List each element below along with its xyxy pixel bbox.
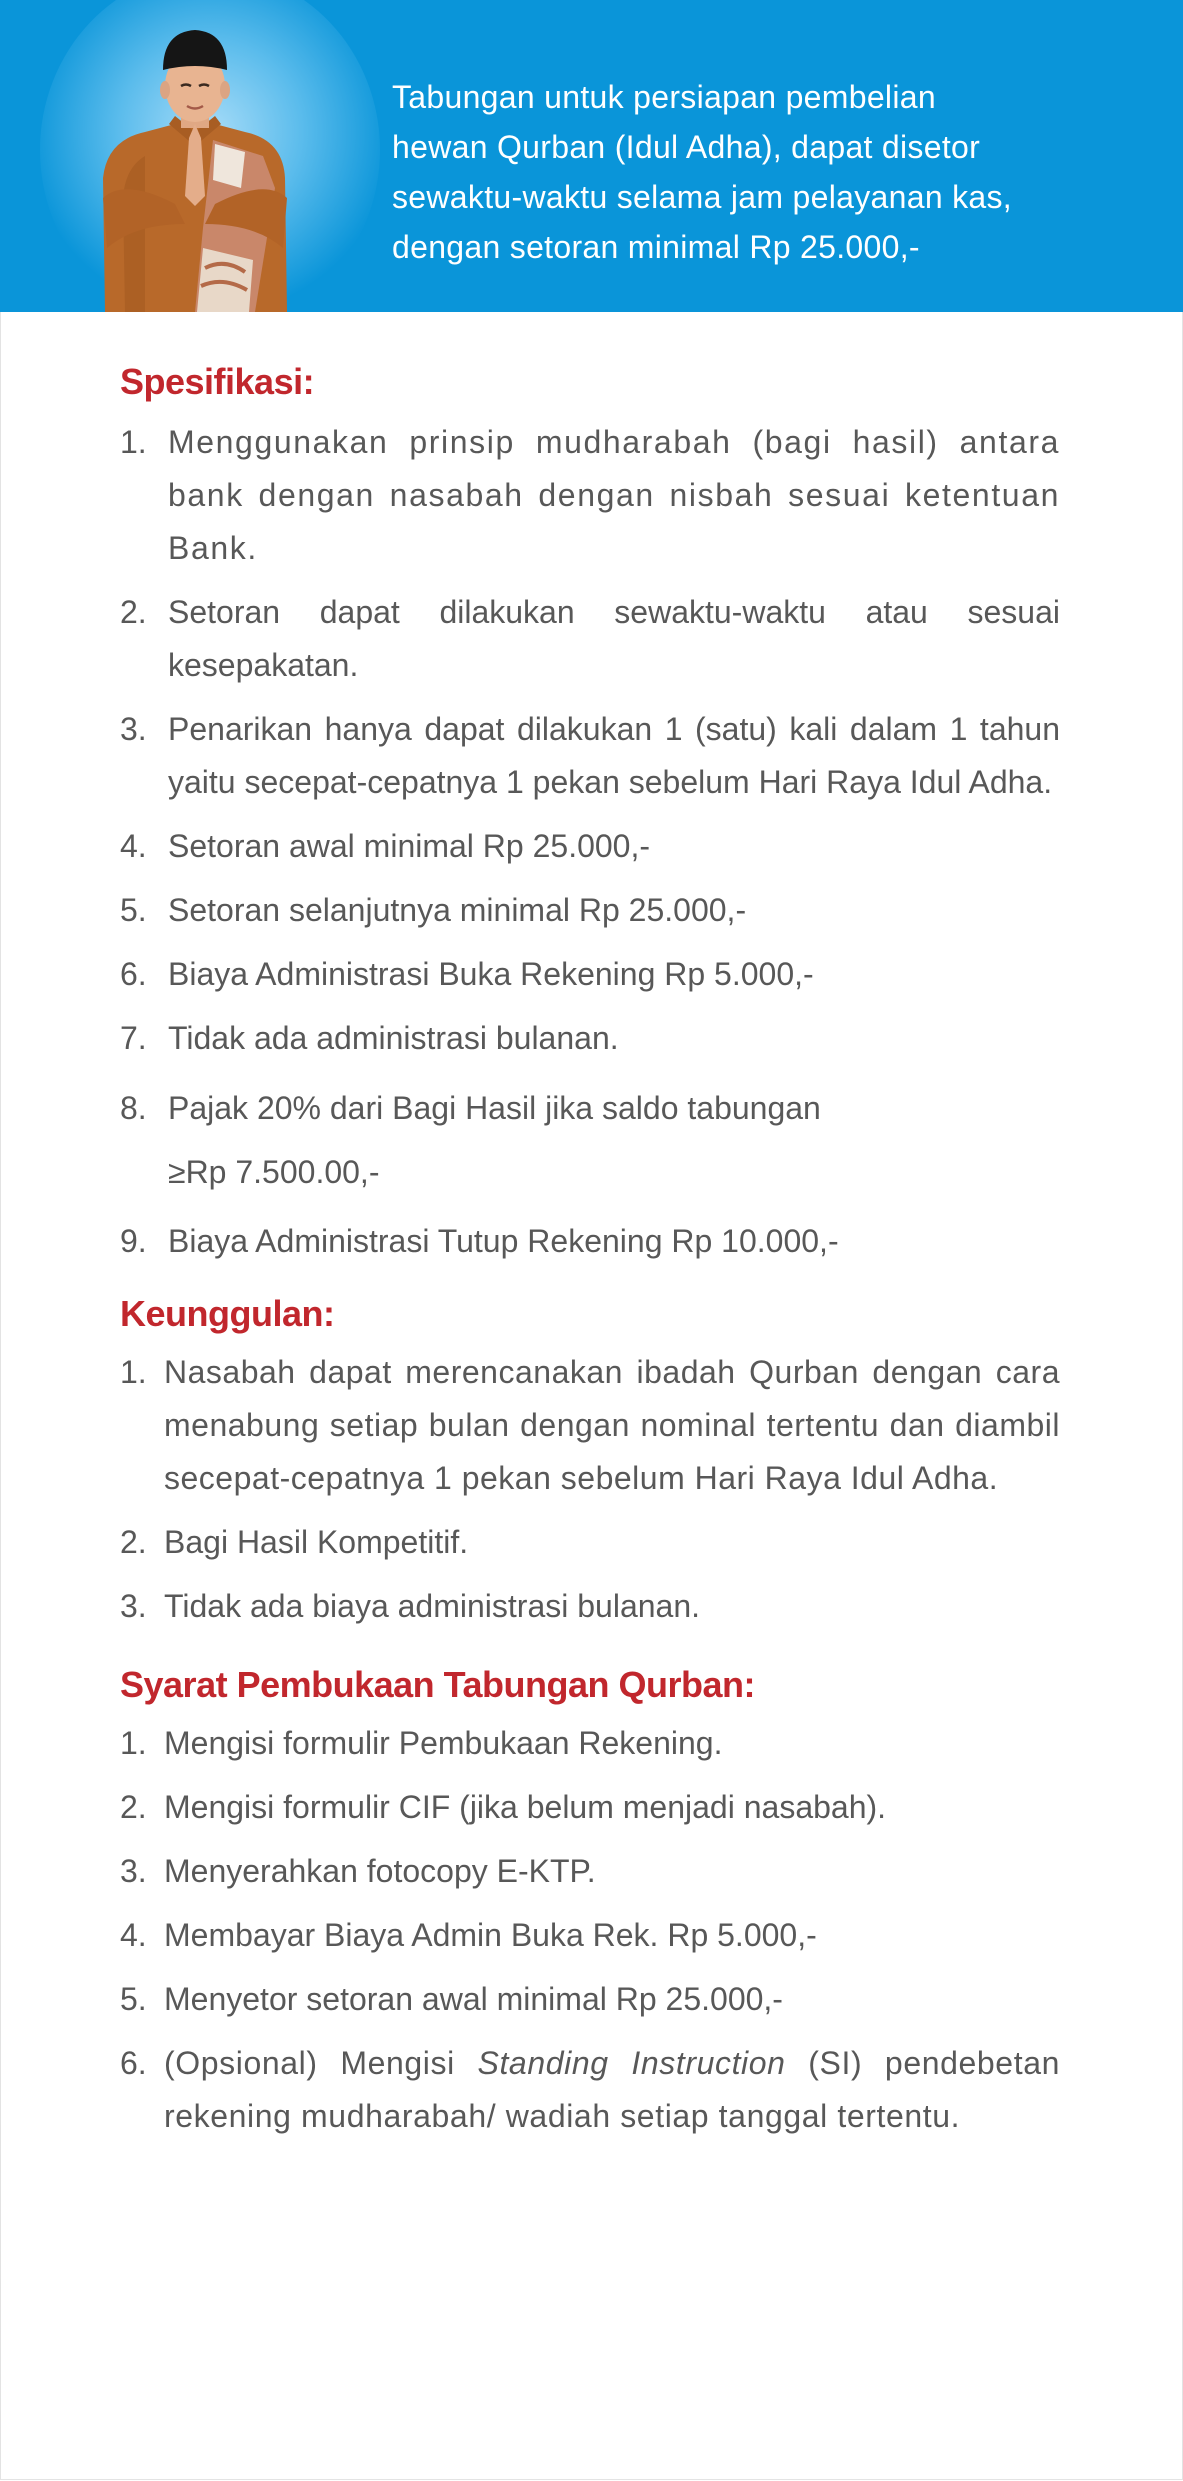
item-text: Tidak ada biaya administrasi bulanan. (164, 1588, 701, 1624)
item-text: Membayar Biaya Admin Buka Rek. Rp 5.000,- (164, 1917, 817, 1953)
keunggulan-section (120, 1292, 1060, 1633)
item-text-line: Pajak 20% dari Bagi Hasil jika saldo tabungan (168, 1090, 821, 1126)
list-item (120, 1516, 1060, 1569)
item-number: 1. (120, 1354, 147, 1390)
list-item (120, 703, 1060, 809)
spesifikasi-list (120, 416, 1060, 1268)
intro-line: hewan Qurban (Idul Adha), dapat disetor (392, 129, 981, 165)
man-praying-hands-illustration (85, 28, 305, 312)
item-text: Mengisi formulir Pembukaan Rekening. (164, 1725, 723, 1761)
list-item (120, 884, 1060, 937)
item-text: Setoran selanjutnya minimal Rp 25.000,- (168, 892, 747, 928)
list-item (120, 1781, 1060, 1834)
item-text: Nasabah dapat merencanakan ibadah Qurban dengan cara menabung setiap bulan dengan nominal tertentu dan diambil secepat-cepatnya 1 pekan sebelum Hari Raya Idul Adha. (164, 1354, 1060, 1496)
list-item (120, 1909, 1060, 1962)
item-number: 9. (120, 1223, 147, 1259)
item-number: 2. (120, 594, 147, 630)
item-text: Setoran dapat dilakukan sewaktu-waktu atau sesuai kesepakatan. (168, 594, 1060, 683)
item-text: Tidak ada administrasi bulanan. (168, 1020, 619, 1056)
content (120, 360, 1060, 2154)
item-number: 3. (120, 711, 147, 747)
item-number: 2. (120, 1789, 147, 1825)
list-item (120, 1845, 1060, 1898)
item-text-line: ≥Rp 7.500.00,- (168, 1154, 380, 1190)
item-number: 5. (120, 1981, 147, 2017)
item-text-part: (SI) pendebetan rekening mudharabah/ wadiah setiap tanggal tertentu. (164, 2045, 1060, 2134)
syarat-section (120, 1663, 1060, 2143)
item-text: Bagi Hasil Kompetitif. (164, 1524, 469, 1560)
list-item (120, 1973, 1060, 2026)
keunggulan-list (120, 1346, 1060, 1633)
item-text: Mengisi formulir CIF (jika belum menjadi nasabah). (164, 1789, 887, 1825)
list-item (120, 1346, 1060, 1505)
item-number: 6. (120, 956, 147, 992)
item-number: 6. (120, 2045, 147, 2081)
list-item (120, 2037, 1060, 2143)
item-number: 3. (120, 1588, 147, 1624)
item-number: 5. (120, 892, 147, 928)
list-item (120, 1717, 1060, 1770)
section-heading: Keunggulan: (120, 1293, 335, 1334)
item-text-italic: Standing Instruction (477, 2045, 786, 2081)
intro-line: dengan setoran minimal Rp 25.000,- (392, 229, 920, 265)
item-number: 1. (120, 1725, 147, 1761)
item-number: 3. (120, 1853, 147, 1889)
item-number: 2. (120, 1524, 147, 1560)
item-number: 7. (120, 1020, 147, 1056)
item-text: Biaya Administrasi Buka Rekening Rp 5.000,- (168, 956, 814, 992)
item-text: Menyerahkan fotocopy E-KTP. (164, 1853, 596, 1889)
header-banner (0, 0, 1183, 312)
item-text: Penarikan hanya dapat dilakukan 1 (satu) kali dalam 1 tahun yaitu secepat-cepatnya 1 pekan sebelum Hari Raya Idul Adha. (168, 711, 1060, 800)
list-item (120, 416, 1060, 575)
item-text: Menyetor setoran awal minimal Rp 25.000,- (164, 1981, 783, 2017)
item-number: 8. (120, 1090, 147, 1126)
intro-text (392, 72, 1152, 272)
spesifikasi-section (120, 360, 1060, 1268)
intro-line: sewaktu-waktu selama jam pelayanan kas, (392, 179, 1012, 215)
item-text: Menggunakan prinsip mudharabah (bagi hasil) antara bank dengan nasabah dengan nisbah sesuai ketentuan Bank. (168, 424, 1060, 566)
item-text (164, 2037, 1060, 2143)
list-item (120, 1076, 1060, 1204)
item-text: Biaya Administrasi Tutup Rekening Rp 10.000,- (168, 1223, 839, 1259)
item-text: Setoran awal minimal Rp 25.000,- (168, 828, 651, 864)
item-number: 4. (120, 828, 147, 864)
syarat-list (120, 1717, 1060, 2143)
item-text-part: (Opsional) Mengisi (164, 2045, 478, 2081)
list-item (120, 1012, 1060, 1065)
section-heading: Spesifikasi: (120, 361, 315, 402)
list-item (120, 586, 1060, 692)
item-text (168, 1076, 1060, 1204)
list-item (120, 948, 1060, 1001)
item-number: 1. (120, 424, 147, 460)
list-item (120, 820, 1060, 873)
list-item (120, 1580, 1060, 1633)
item-number: 4. (120, 1917, 147, 1953)
list-item (120, 1215, 1060, 1268)
section-heading: Syarat Pembukaan Tabungan Qurban: (120, 1664, 755, 1705)
intro-line: Tabungan untuk persiapan pembelian (392, 79, 936, 115)
